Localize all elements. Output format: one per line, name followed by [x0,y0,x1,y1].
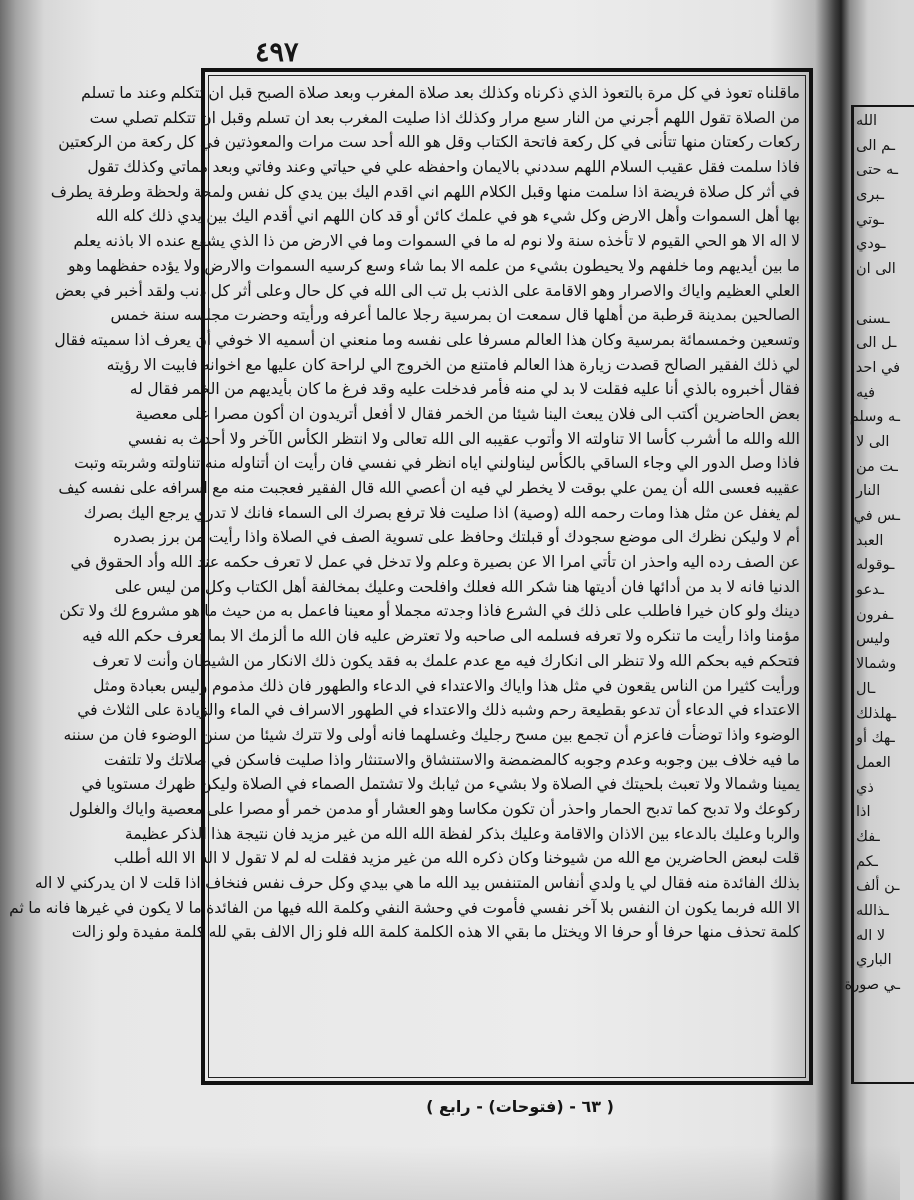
text-line-31: والربا وعليك بالدعاء بين الاذان والاقامة وعليك بذكر لفظة الله الله من غير مزيد فان نتيجة هذا الذكر عظيمة [124,824,800,843]
text-line-5: في أثر كل صلاة فريضة اذا سلمت منها وقبل الكلام اللهم اني اقدم اليك بين يدي كل نفس ولمحة ولحظة وطرفة يطرف [50,182,800,201]
facing-line-6: ـودي [856,236,886,253]
text-line-17: عقيبه فعسى الله أن يمن علي بوقت لا يخطر لي فيه ان أعصي الله قال الفقير فعجبت منه مع اسرافه على نفسه كيف [58,479,800,497]
facing-line-35: الباري [856,952,892,969]
text-line-3: ركعات ركعتان منها تتأنى في كل ركعة فاتحة الكتاب وقل هو الله أحد ست مرات والمعوذتين في كل ركعة من الركعتين [58,133,800,152]
facing-line-34: لا اله [856,927,886,944]
text-line-27: الوضوء واذا توضأت فاعزم أن تجمع بين مسح رجليك وغسلهما فانه أولى ولا تترك شيئا من سنن الوضوء فان من سننه [63,725,800,744]
facing-line-17: ـس في [853,508,900,524]
facing-page-text [844,109,900,998]
text-line-25: ورأيت كثيرا من الناس يقعون في مثل هذا واياك والاعتداء في الدعاء والطهور فان ذلك مذموم وليس بعبادة ومثل [93,676,800,695]
facing-line-33: ـذالله [856,903,889,919]
text-line-24: فتحكم فيه بحكم الله ولا تنظر الى انكارك فيه مع عدم علمك به فقد يكون ذلك الانكار من الشيطان وأنت لا تعرف [92,651,800,670]
text-line-10: الصالحين بمدينة قرطبة من أهلها قال سمعت ان بمرسية رجلا عالما أعرفه ورأيته وحضرت مجلسه سنة خمس [110,306,800,325]
text-line-6: بها أهل السموات وأهل الارض وكل شيء هو في علمك كائن أو قد كان اللهم اني أقدم اليك بين يدي ذلك كله الله [95,207,800,226]
text-line-11: وتسعين وخمسمائة بمرسية وكان هذا العالم مسرفا على نفسه وما منعني ان أسميه الا خوفي أن يعرف اذا سميته فقال [54,330,800,349]
facing-line-12: فيه [856,384,876,401]
facing-line-1: الله [856,113,878,129]
facing-line-19: ـوقوله [856,557,895,574]
text-line-29: يمينا وشمالا ولا تعبث بلحيتك في الصلاة ولا بشيء من ثيابك ولا تشتمل الصماء في الصلاة وليكن ظهرك مستويا في [81,775,800,794]
text-line-34: الا الله فربما يكون ان النفس بلا آخر نفسي فأموت في وحشة النفي وكلمة الله فيها من الفائدة ما لا يكون في غيرها فانه ما ثم [9,898,800,917]
facing-line-29: اذا [856,804,871,821]
facing-line-8 [856,282,900,307]
facing-line-15: ـت من [856,458,898,475]
facing-line-13: ـه وسلم [849,409,900,426]
facing-line-5: ـوتي [856,211,884,228]
text-line-8: ما بين أيديهم وما خلفهم ولا يحيطون بشيء من علمه الا بما شاء وسع كرسيه السموات والارض ولا يؤده حفظهما وهو [67,256,800,275]
facing-line-27: العمل [856,754,891,771]
facing-line-9: ـسنى [856,310,890,327]
text-line-18: لم يغفل عن مثل هذا ومات رحمه الله (وصية) اذا صليت فلا ترفع بصرك الى السماء فانك لا تدري يرجع اليك بصرك [83,503,800,522]
text-line-1: ماقلناه تعوذ في كل مرة بالتعوذ الذي ذكرناه وكذلك بعد صلاة المغرب وبعد صلاة الصبح قبل ان تتكلم وعند ما تسلم [81,84,800,102]
facing-line-32: ـن ألف [856,878,900,895]
facing-line-20: ـدعو [856,582,885,599]
facing-line-36: ـي صورة [844,977,900,994]
facing-line-16: النار [856,483,881,500]
text-line-13: فقال أخبروه بالذي أنا عليه فقلت لا بد لي منه فأمر فدخلت عليه وقد فرغ ما كان بأيديهم من الخمر فقال له [129,380,800,399]
text-line-19: أم لا وليكن نظرك الى موضع سجودك أو قبلتك وحافظ على تسوية الصف في الصلاة واذا رأيت من برز بصدره [113,528,800,547]
facing-line-28: ذي [856,779,874,796]
text-line-7: لا اله الا هو الحي القيوم لا تأخذه سنة ولا نوم له ما في السموات وما في الارض من ذا الذي يشفع عنده الا باذنه يعلم [73,232,800,251]
facing-line-14: الى لا [856,433,890,450]
facing-line-23: وشمالا [856,656,897,673]
facing-line-7: الى ان [856,261,896,278]
text-line-15: الله والله ما أشرب كأسا الا تناولته الا وأتوب عقيبه الى الله تعالى ولا انتظر الكأس الآخر ولا أحدث به نفسي [127,429,800,448]
text-line-22: دينك ولو كان خيرا فاطلب على ذلك في الشرع فاذا وجدته مجملا أو معينا فاعمل به من حيث ما هو مشروع لك ولا تكن [59,602,800,621]
page-bottom-shadow [0,1145,900,1200]
text-line-21: الدنيا فانه لا بد من أدائها فان أديتها هنا شكر الله فعلك وافلحت وعليك بمخالفة أهل الكتاب وكل من ليس على [114,577,800,596]
folio-caption: ( ٦٣ - (فتوحات) - رابع ) [426,1097,614,1116]
facing-page-edge [844,105,900,1100]
facing-line-25: ـهلذلك [856,705,896,722]
text-line-16: فاذا وصل الدور الي وجاء الساقي بالكأس ليناولني اياه انظر في نفسي فان رأيت ان أتناوله منه تناولته وشربته وتبت [74,454,800,473]
text-line-14: بعض الحاضرين أكتب الى فلان يبعث الينا شيئا من الخمر فقال لا أفعل أتريدون ان أكون مصرا على معصية [135,404,800,423]
text-line-33: بذلك الفائدة منه فقال لي يا ولدي أنفاس المتنفس بيد الله ما هي بيدي وكل حرف نفس فنخاف اذا قلت لا ان يدركني لا اله [34,874,800,892]
text-line-20: عن الصف رده اليه واحذر ان تأتي امرا الا عن بصيرة وعلم ولا تدخل في عمل لا تعرف حكمه عند الله وأد الحقوق في [70,553,800,572]
text-frame-border [9,68,813,1085]
facing-line-3: ـه حتى [856,162,899,179]
text-line-35: كلمة تحذف منها حرفا أو حرفا الا ويختل ما بقي الا هذه الكلمة كلمة الله فلو زال الالف بقي لله كلمة مفيدة ولو زالت [71,923,800,942]
facing-line-22: وليس [856,631,891,648]
text-line-28: ما فيه خلاف بين وجوبه وعدم وجوبه كالمضمضة والاستنشاق والاستنثار واذا صليت فاسكن في صلاتك ولا تلتفت [103,750,800,769]
facing-line-26: ـهك أو [856,730,895,747]
facing-line-2: ـم الى [856,137,896,154]
facing-line-30: ـفك [856,828,880,845]
page-number: ٤٩٧ [255,37,299,68]
facing-line-10: ـل الى [856,335,897,352]
text-line-9: العلي العظيم واياك والاصرار وهو الاقامة على الذنب بل تب الى الله في كل حال وعلى أثر كل ذنب ولقد أخبر في بعض [55,281,800,300]
facing-line-18: العبد [856,532,884,549]
main-text-body [9,81,800,1072]
facing-line-4: ـبرى [856,187,884,204]
facing-line-31: ـكم [856,853,878,870]
text-line-2: من الصلاة تقول اللهم أجرني من النار سبع مرار وكذلك اذا صليت المغرب بعد ان تسلم وقبل ان تتكلم تصلي ست [89,108,800,127]
text-line-23: مؤمنا واذا رأيت ما تنكره ولا تعرفه فسلمه الى صاحبه ولا تعترض عليه فان الله ما ألزمك الا بما تعرف حكم الله فيه [82,627,800,646]
facing-line-11: في احد [855,359,900,376]
facing-line-24: ـال [856,680,876,697]
text-line-12: لي ذلك الفقير الصالح قصدت زيارة هذا العالم فامتنع من الخروج الي لراحة كان عليها مع اخوانه فابيت الا رؤيته [106,355,800,374]
text-line-4: فاذا سلمت فقل عقيب السلام اللهم سددني بالايمان واحفظه علي في حياتي وعند وفاتي وبعد مماتي وكذلك تقول [87,158,800,177]
text-line-26: الاعتداء في الدعاء أن تدعو بقطيعة رحم وشبه ذلك والاعتداء في الطهور الاسراف في الماء والزيادة على الثلاث في [77,701,800,720]
text-line-32: قلت لبعض الحاضرين مع الله من شيوخنا وكان ذكره الله من غير مزيد فقلت له لم لا تقول لا اله الا الله أطلب [113,849,800,868]
text-line-30: ركوعك ولا تدبح كما تدبح الحمار واحذر أن تكون مكاسا وهو العشار أو مدمن خمر أو مصرا على معصية واياك والغلول [68,799,800,818]
facing-line-21: ـفرون [856,606,894,623]
